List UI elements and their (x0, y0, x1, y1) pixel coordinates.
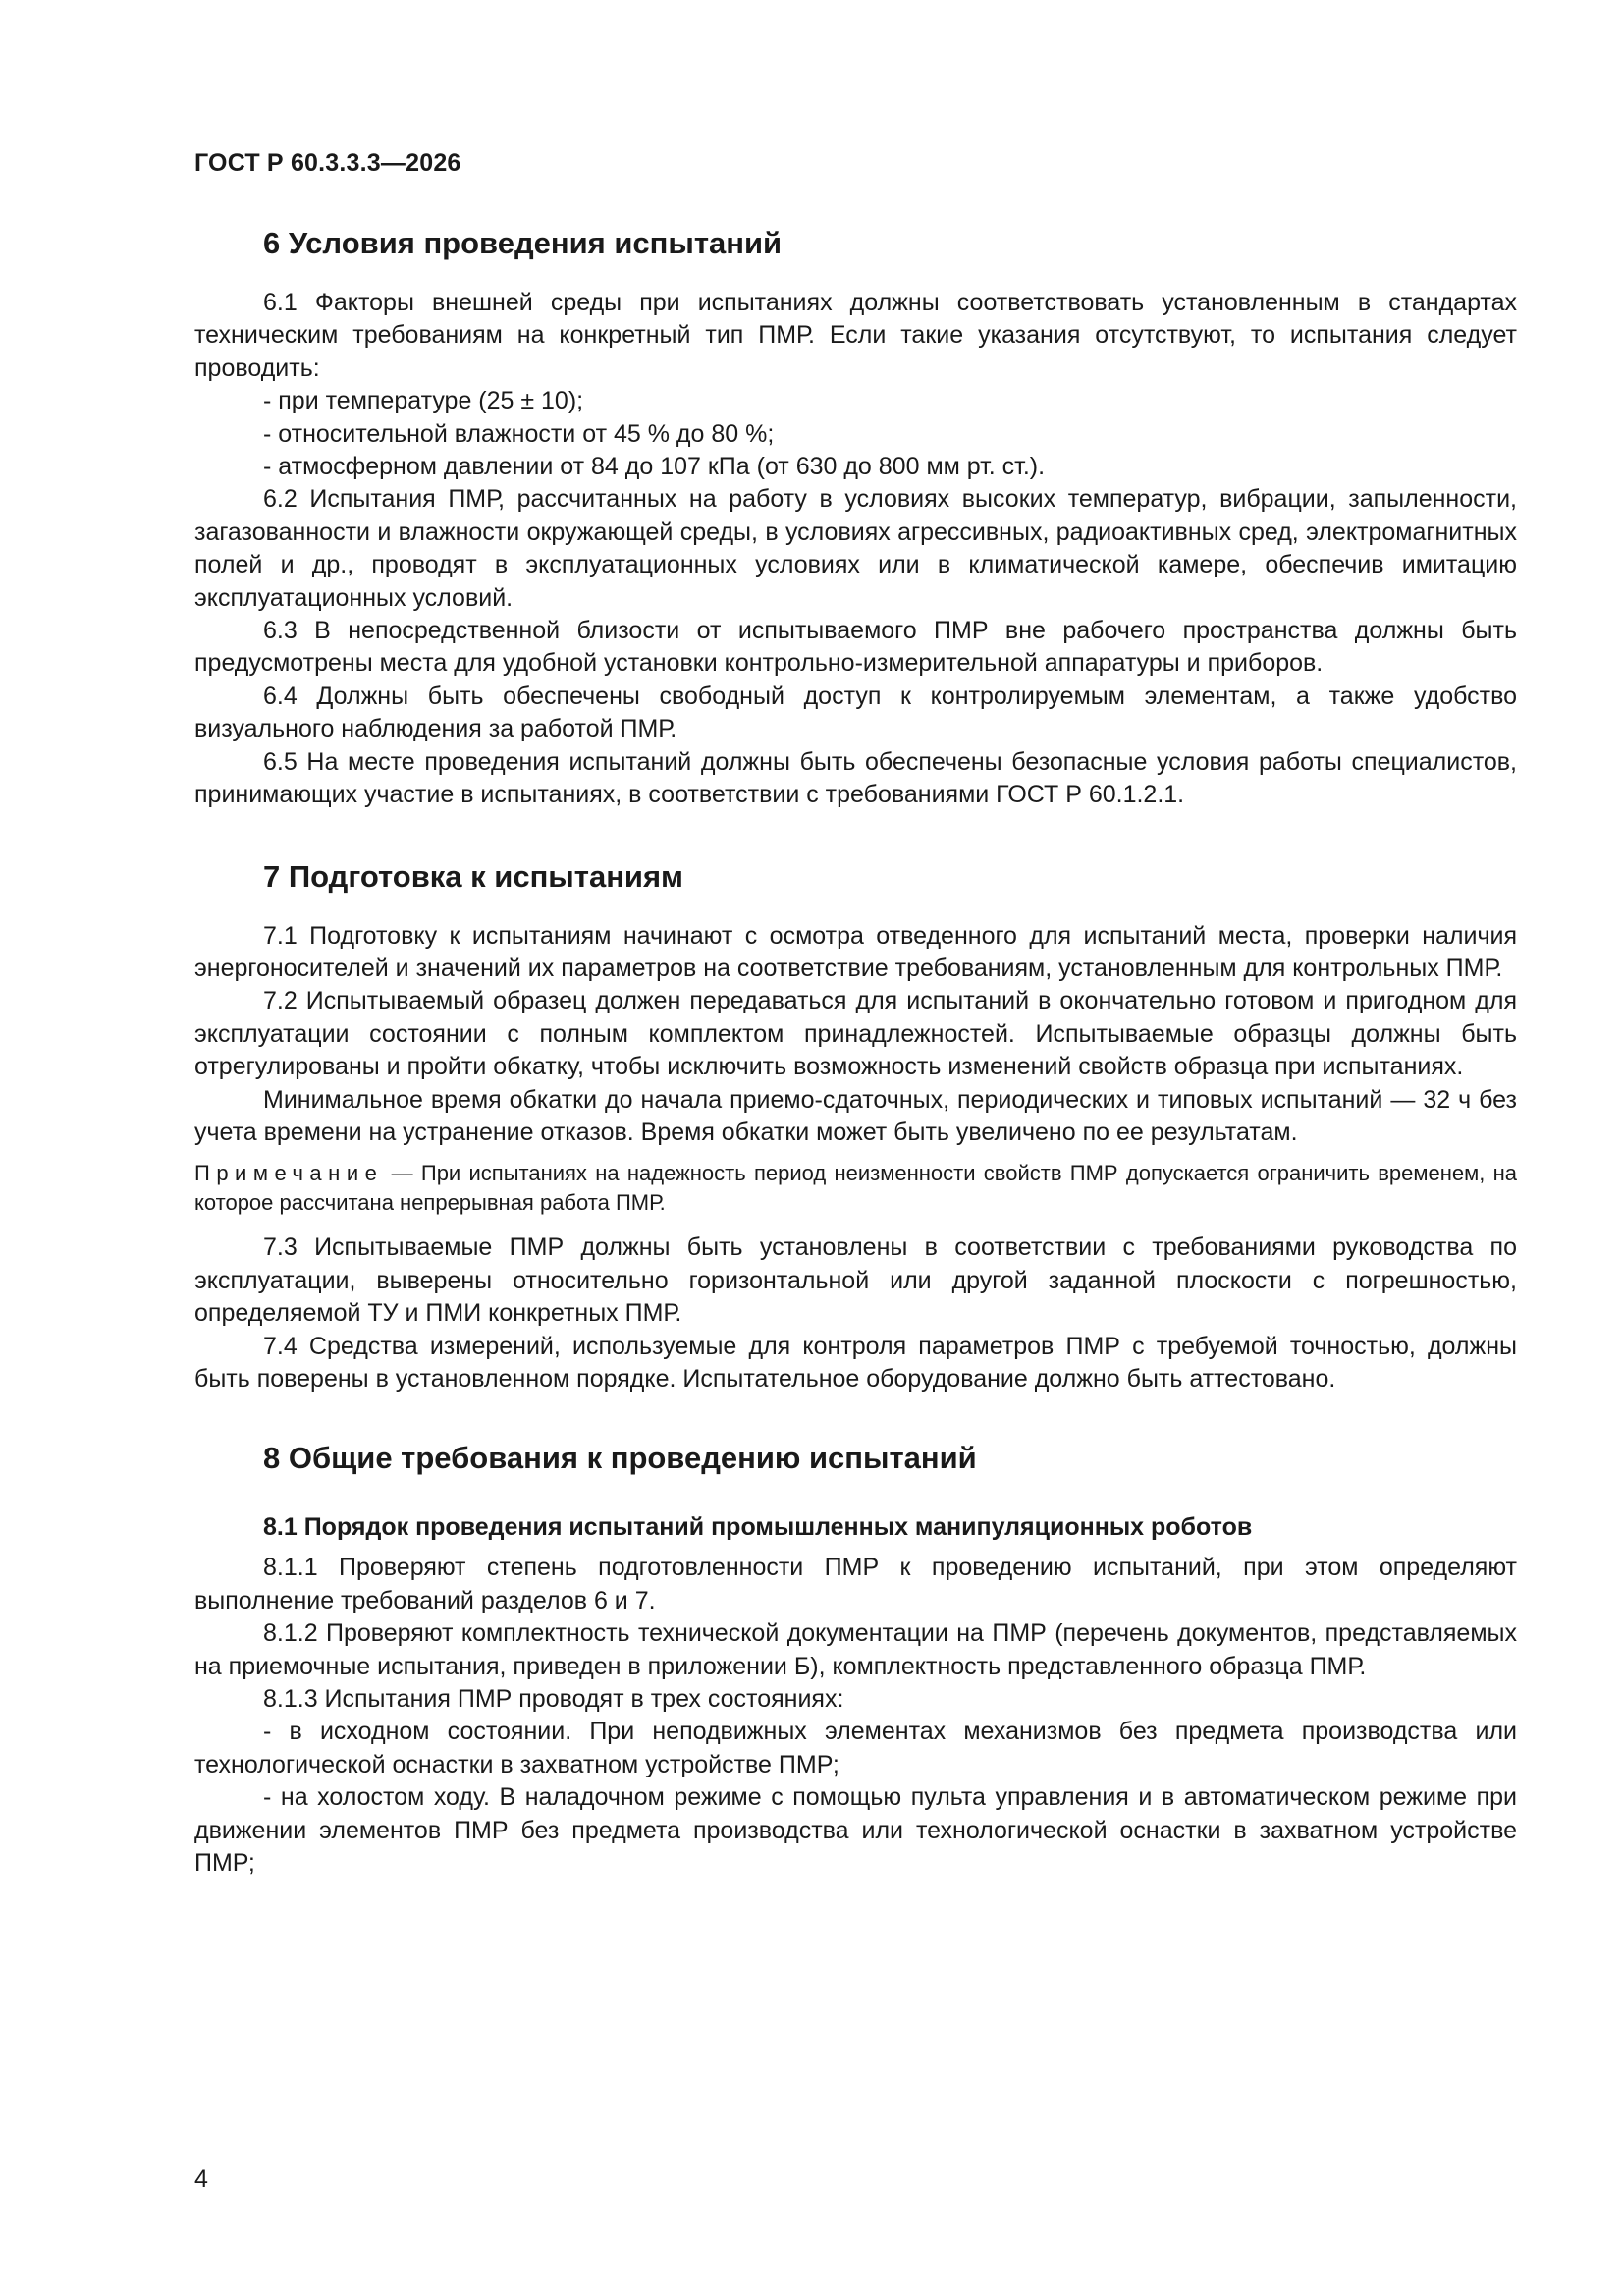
section-6-title: 6 Условия проведения испытаний (263, 226, 783, 260)
list-item-idle-run: - на холостом ходу. В наладочном режиме с помощью пульта управления и в автоматическом режиме при движении элементов ПМР без предмета производства или технологической оснастки в захватном устройстве ПМР; (194, 1783, 1517, 1878)
paragraph-7-2: 7.2 Испытываемый образец должен передаваться для испытаний в окончательно готовом и пригодном для эксплуатации состоянии с полным комплектом принадлежностей. Испытываемые образцы должны быть отрегулированы и пройти обкатку, чтобы исключить возможность изменений свойств образца при испытаниях. (194, 987, 1517, 1081)
list-item-initial-state: - в исходном состоянии. При неподвижных элементах механизмов без предмета производства или технологической оснастки в захватном устройстве ПМР; (194, 1718, 1517, 1778)
note-label: Примечание (194, 1161, 384, 1186)
section-7-title: 7 Подготовка к испытаниям (263, 858, 683, 894)
paragraph-7-4: 7.4 Средства измерений, используемые для контроля параметров ПМР с требуемой точностью, должны быть поверены в установленном порядке. Испытательное оборудование должно быть аттестовано. (194, 1332, 1517, 1393)
note (194, 1159, 1517, 1218)
paragraph-6-1: 6.1 Факторы внешней среды при испытаниях должны соответствовать установленным в стандартах техническим требованиям на конкретный тип ПМР. Если такие указания отсутствуют, то испытания следует проводить: (194, 289, 1517, 382)
note-text: — При испытаниях на надежность период неизменности свойств ПМР допускается ограничить временем, на которое рассчитана непрерывная работа ПМР. (194, 1161, 1517, 1216)
paragraph-8-1-2: 8.1.2 Проверяют комплектность технической документации на ПМР (перечень документов, представляемых на приемочные испытания, приведен в приложении Б), комплектность представленного образца ПМР. (194, 1619, 1517, 1680)
paragraph-6-4: 6.4 Должны быть обеспечены свободный доступ к контролируемым элементам, а также удобство визуального наблюдения за работой ПМР. (194, 682, 1517, 743)
paragraph-6-2: 6.2 Испытания ПМР, рассчитанных на работу в условиях высоких температур, вибрации, запыленности, загазованности и влажности окружающей среды, в условиях агрессивных, радиоактивных сред, электромагнитных полей и др., проводят в эксплуатационных условиях или в климатической камере, обеспечив имитацию эксплуатационных условий. (194, 485, 1517, 612)
paragraph-8-1-1: 8.1.1 Проверяют степень подготовленности ПМР к проведению испытаний, при этом определяют выполнение требований разделов 6 и 7. (194, 1554, 1517, 1614)
document-code-header: ГОСТ Р 60.3.3.3—2026 (194, 149, 461, 177)
paragraph-6-5: 6.5 На месте проведения испытаний должны быть обеспечены безопасные условия работы специалистов, принимающих участие в испытаниях, в соответствии с требованиями ГОСТ Р 60.1.2.1. (194, 747, 1517, 809)
list-item-temperature: - при температуре (25 ± 10); (263, 387, 584, 415)
list-item-pressure: - атмосферном давлении от 84 до 107 кПа (от 630 до 800 мм рт. ст.). (263, 453, 1046, 481)
page-number: 4 (194, 2165, 208, 2193)
section-8-title: 8 Общие требования к проведению испытаний (263, 1441, 977, 1476)
list-item-humidity: - относительной влажности от 45 % до 80 %; (263, 419, 775, 448)
paragraph-7-1: 7.1 Подготовку к испытаниям начинают с осмотра отведенного для испытаний места, проверки наличия энергоносителей и значений их параметров на соответствие требованиям, установленным для контрольных ПМР. (194, 921, 1517, 982)
paragraph-run-in-time: Минимальное время обкатки до начала приемо-сдаточных, периодических и типовых испытаний — 32 ч без учета времени на устранение отказов. Время обкатки может быть увеличено по ее результатам. (194, 1085, 1517, 1146)
subsection-8-1-title: 8.1 Порядок проведения испытаний промышленных манипуляционных роботов (263, 1513, 1253, 1542)
paragraph-7-3: 7.3 Испытываемые ПМР должны быть установлены в соответствии с требованиями руководства по эксплуатации, выверены относительно горизонтальной или другой заданной плоскости с погрешностью, определяемой ТУ и ПМИ конкретных ПМР. (194, 1233, 1517, 1328)
paragraph-8-1-3: 8.1.3 Испытания ПМР проводят в трех состояниях: (263, 1685, 844, 1713)
paragraph-6-3: 6.3 В непосредственной близости от испытываемого ПМР вне рабочего пространства должны быть предусмотрены места для удобной установки контрольно-измерительной аппаратуры и приборов. (194, 617, 1517, 678)
document-body (194, 224, 1517, 1880)
